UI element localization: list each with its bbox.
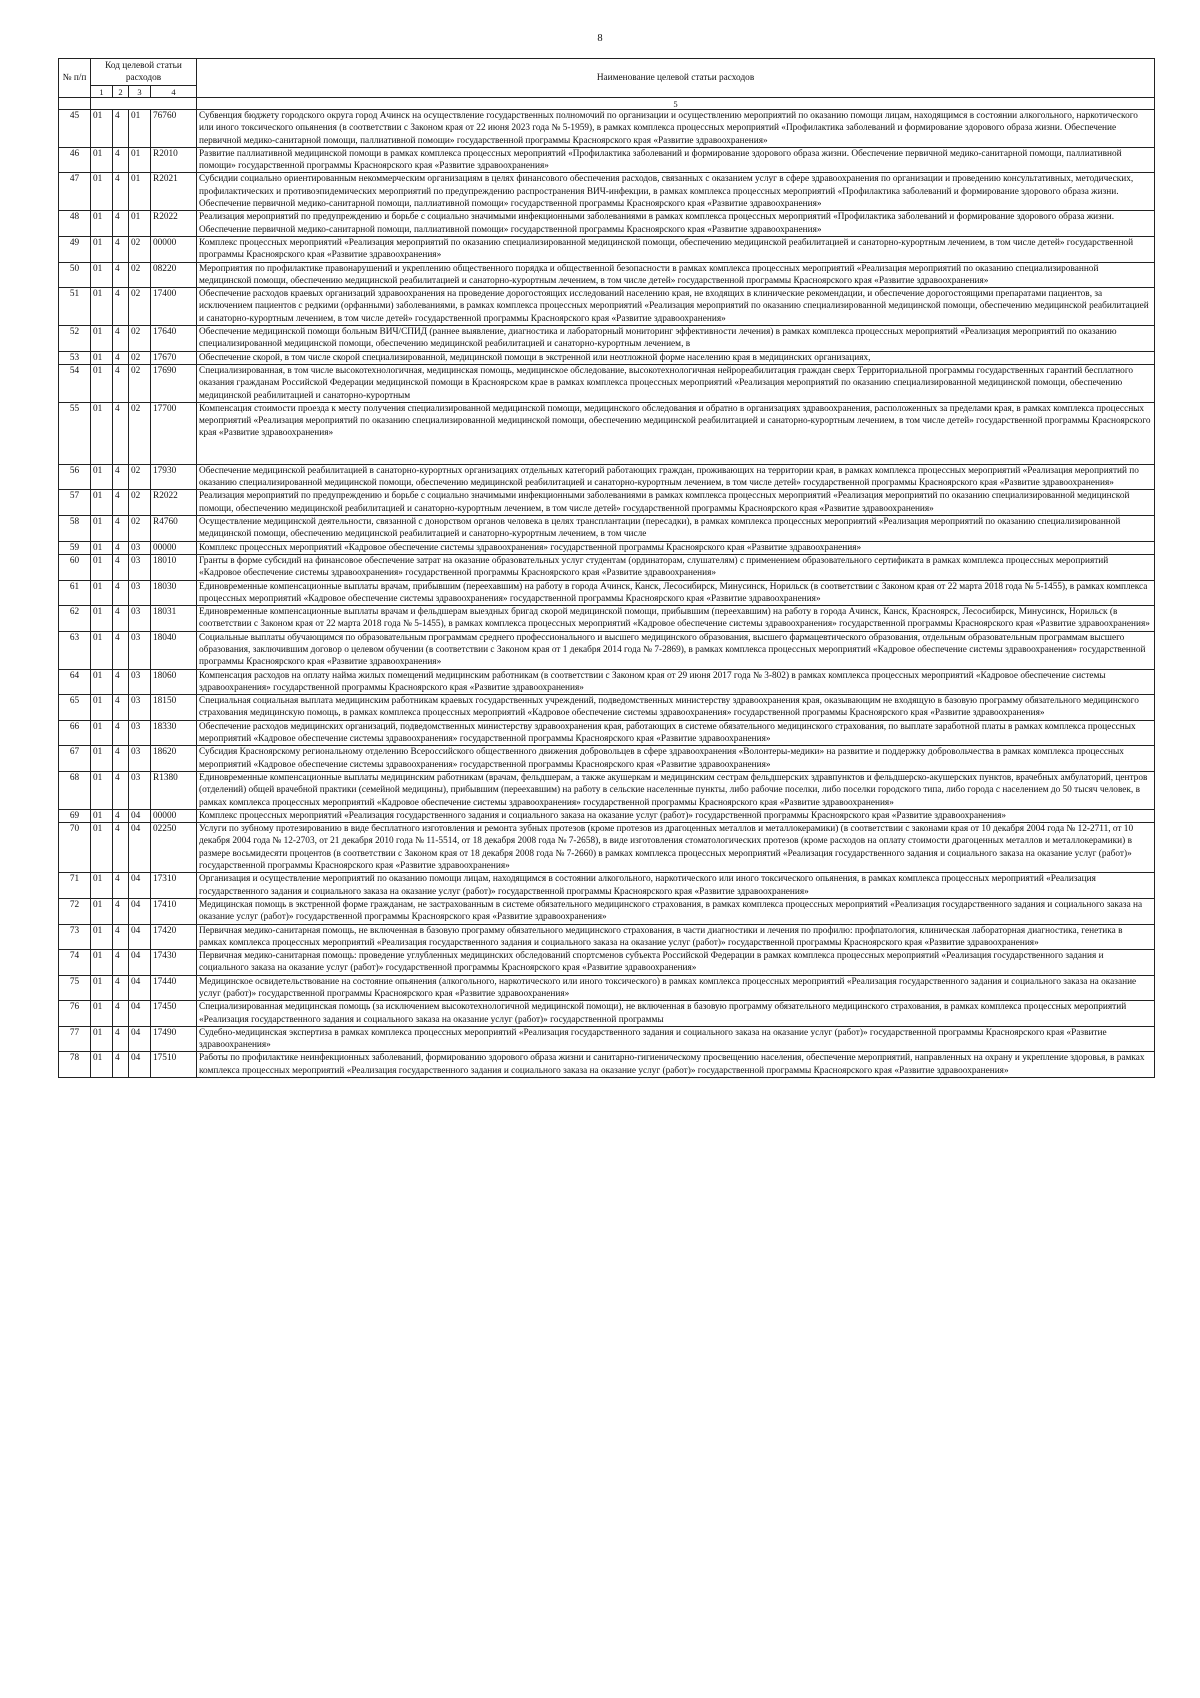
code-part-4: 17440 <box>151 975 197 1001</box>
table-row <box>59 873 1155 899</box>
code-part-4: 17420 <box>151 924 197 950</box>
code-part-4: R2022 <box>151 490 197 516</box>
code-part-1: 01 <box>91 695 113 721</box>
expense-name: Работы по профилактике неинфекционных заболеваний, формированию здорового образа жизни и санитарно-гигиеническому просвещению населения, обеспечение мероприятий, направленных на охрану и укрепление здоровья, в рамках комплекса процессных мероприятий «Реализация государственного задания и социального заказа на оказание услуг (работ)» государственной программы Красноярского края «Развитие здравоохранения» <box>197 1052 1155 1078</box>
code-part-3: 04 <box>129 1052 151 1078</box>
code-part-3: 03 <box>129 631 151 669</box>
row-number: 50 <box>59 262 91 288</box>
code-part-4: 76760 <box>151 110 197 148</box>
code-part-4: 08220 <box>151 262 197 288</box>
row-number: 68 <box>59 771 91 809</box>
code-part-1: 01 <box>91 924 113 950</box>
expense-name: Организация и осуществление мероприятий по оказанию помощи лицам, находящимся в состоянии алкогольного, наркотического или иного токсического опьянения, в рамках комплекса процессных мероприятий «Реализация государственного задания и социального заказа на оказание услуг (работ)» государственной программы Красноярского края «Развитие здравоохранения» <box>197 873 1155 899</box>
code-part-3: 02 <box>129 326 151 352</box>
code-part-2: 4 <box>113 823 129 873</box>
code-part-4: 17700 <box>151 402 197 464</box>
expense-name: Обеспечение расходов медицинских организаций, подведомственных министерству здравоохранения края, работающих в системе обязательного медицинского страхования, по выплате заработной платы в рамках комплекса процессных мероприятий «Кадровое обеспечение системы здравоохранения» государственной программы Красноярского края «Развитие здравоохранения» <box>197 720 1155 746</box>
code-part-3: 02 <box>129 464 151 490</box>
row-number: 47 <box>59 173 91 211</box>
code-part-1: 01 <box>91 809 113 822</box>
code-part-3: 04 <box>129 975 151 1001</box>
table-row <box>59 1026 1155 1052</box>
row-number: 59 <box>59 541 91 554</box>
code-part-1: 01 <box>91 720 113 746</box>
expense-name: Комплекс процессных мероприятий «Реализация мероприятий по оказанию специализированной медицинской помощи, обеспечению медицинской реабилитацией и санаторно-курортным лечением, в том числе детей» государственной программы Красноярского края «Развитие здравоохранения» <box>197 236 1155 262</box>
code-part-2: 4 <box>113 1052 129 1078</box>
expense-name: Единовременные компенсационные выплаты медицинским работникам (врачам, фельдшерам, а также акушеркам и медицинским сестрам фельдшерских здравпунктов и фельдшерско-акушерских пунктов, врачебных амбулаторий, центров (отделений) общей врачебной практики (семейной медицины), прибывшим (переехавшим) на работу в сельские населенные пункты, либо рабочие поселки, либо поселки городского типа, либо города с населением до 50 тысяч человек, в рамках комплекса процессных мероприятий «Кадровое обеспечение системы здравоохранения» государственной программы Красноярского края «Развитие здравоохранения» <box>197 771 1155 809</box>
code-part-3: 01 <box>129 211 151 237</box>
code-part-1: 01 <box>91 402 113 464</box>
code-part-3: 03 <box>129 606 151 632</box>
expense-name: Единовременные компенсационные выплаты врачам и фельдшерам выездных бригад скорой медицинской помощи, прибывшим (переехавшим) на работу в города Ачинск, Канск, Красноярск, Лесосибирск, Минусинск, Норильск (в соответствии с Законом края от 22 марта 2018 года № 5-1455), в рамках комплекса процессных мероприятий «Кадровое обеспечение системы здравоохранения» государственной программы Красноярского края «Развитие здравоохранения» <box>197 606 1155 632</box>
code-part-4: R2010 <box>151 147 197 173</box>
code-part-2: 4 <box>113 110 129 148</box>
table-row <box>59 606 1155 632</box>
code-part-4: 18060 <box>151 669 197 695</box>
table-row <box>59 669 1155 695</box>
table-row <box>59 975 1155 1001</box>
expense-name: Обеспечение медицинской реабилитацией в санаторно-курортных организациях отдельных категорий работающих граждан, проживающих на территории края, в рамках комплекса процессных мероприятий «Реализация мероприятий по оказанию специализированной медицинской помощи, обеспечению медицинской реабилитацией и санаторно-курортным лечением, в том числе детей» государственной программы Красноярского края «Развитие здравоохранения» <box>197 464 1155 490</box>
row-number: 63 <box>59 631 91 669</box>
code-part-3: 02 <box>129 262 151 288</box>
row-number: 51 <box>59 288 91 326</box>
code-part-1: 01 <box>91 110 113 148</box>
code-part-4: R1380 <box>151 771 197 809</box>
code-part-3: 03 <box>129 554 151 580</box>
code-part-2: 4 <box>113 211 129 237</box>
code-part-4: 18620 <box>151 746 197 772</box>
code-part-4: 18040 <box>151 631 197 669</box>
row-number: 48 <box>59 211 91 237</box>
code-part-3: 03 <box>129 669 151 695</box>
code-part-3: 01 <box>129 110 151 148</box>
header-col-number: 5 <box>197 98 1155 110</box>
header-col-number: 2 <box>113 86 129 98</box>
table-row <box>59 110 1155 148</box>
expense-name: Услуги по зубному протезированию в виде бесплатного изготовления и ремонта зубных протезов (кроме протезов из драгоценных металлов и металлокерамики) (в соответствии с законами края от 10 декабря 2004 года № 12-2711, от 10 декабря 2004 года № 12-2703, от 21 декабря 2010 года № 11-5514, от 18 декабря 2008 года № 7-2658), в виде изготовления стоматологических протезов (кроме расходов на оплату стоимости драгоценных металлов и металлокерамики) в размере восьмидесяти процентов (в соответствии с Законом края от 18 декабря 2008 года № 7-2660) в рамках комплекса процессных мероприятий «Реализация государственного задания и социального заказа на оказание услуг (работ)» государственной программы Красноярского края «Развитие здравоохранения» <box>197 823 1155 873</box>
code-part-3: 03 <box>129 720 151 746</box>
code-part-1: 01 <box>91 1001 113 1027</box>
code-part-3: 01 <box>129 173 151 211</box>
table-row <box>59 898 1155 924</box>
code-part-4: 18030 <box>151 580 197 606</box>
code-part-2: 4 <box>113 541 129 554</box>
header-target-code: Код целевой статьи расходов <box>91 59 197 86</box>
code-part-3: 03 <box>129 541 151 554</box>
code-part-2: 4 <box>113 746 129 772</box>
table-row <box>59 490 1155 516</box>
code-part-2: 4 <box>113 975 129 1001</box>
code-part-2: 4 <box>113 147 129 173</box>
code-part-2: 4 <box>113 464 129 490</box>
table-row <box>59 809 1155 822</box>
expense-name: Судебно-медицинская экспертиза в рамках комплекса процессных мероприятий «Реализация государственного задания и социального заказа на оказание услуг (работ)» государственной программы Красноярского края «Развитие здравоохранения» <box>197 1026 1155 1052</box>
code-part-2: 4 <box>113 950 129 976</box>
code-part-2: 4 <box>113 326 129 352</box>
table-row <box>59 147 1155 173</box>
header-col-number-blank <box>59 98 91 110</box>
code-part-2: 4 <box>113 262 129 288</box>
row-number: 69 <box>59 809 91 822</box>
code-part-1: 01 <box>91 1052 113 1078</box>
code-part-1: 01 <box>91 950 113 976</box>
header-col-number-blank <box>91 98 197 110</box>
header-col-number: 4 <box>151 86 197 98</box>
table-row <box>59 351 1155 364</box>
table-row <box>59 464 1155 490</box>
header-col-number: 1 <box>91 86 113 98</box>
table-row <box>59 823 1155 873</box>
code-part-2: 4 <box>113 490 129 516</box>
code-part-4: 18330 <box>151 720 197 746</box>
expense-name: Компенсация расходов на оплату найма жилых помещений медицинским работникам (в соответствии с Законом края от 29 июня 2017 года № 3-802) в рамках комплекса процессных мероприятий «Кадровое обеспечение системы здравоохранения» государственной программы Красноярского края «Развитие здравоохранения» <box>197 669 1155 695</box>
table-row <box>59 695 1155 721</box>
table-row <box>59 771 1155 809</box>
code-part-1: 01 <box>91 873 113 899</box>
page-number: 8 <box>597 33 603 44</box>
row-number: 60 <box>59 554 91 580</box>
code-part-4: R2021 <box>151 173 197 211</box>
code-part-2: 4 <box>113 631 129 669</box>
table-row <box>59 516 1155 542</box>
code-part-2: 4 <box>113 924 129 950</box>
table-row <box>59 541 1155 554</box>
code-part-4: 00000 <box>151 541 197 554</box>
code-part-4: 17490 <box>151 1026 197 1052</box>
row-number: 58 <box>59 516 91 542</box>
code-part-1: 01 <box>91 211 113 237</box>
code-part-4: 17400 <box>151 288 197 326</box>
code-part-1: 01 <box>91 898 113 924</box>
table-row <box>59 288 1155 326</box>
code-part-3: 02 <box>129 288 151 326</box>
code-part-3: 02 <box>129 236 151 262</box>
expense-name: Субсидия Красноярскому региональному отделению Всероссийского общественного движения добровольцев в сфере здравоохранения «Волонтеры-медики» на развитие и поддержку добровольчества в рамках комплекса процессных мероприятий «Кадровое обеспечение системы здравоохранения» государственной программы Красноярского края «Развитие здравоохранения» <box>197 746 1155 772</box>
code-part-2: 4 <box>113 606 129 632</box>
row-number: 64 <box>59 669 91 695</box>
code-part-1: 01 <box>91 975 113 1001</box>
code-part-2: 4 <box>113 288 129 326</box>
code-part-3: 04 <box>129 950 151 976</box>
expense-name: Гранты в форме субсидий на финансовое обеспечение затрат на оказание образовательных услуг студентам (ординаторам, слушателям) с применением образовательного сертификата в рамках комплекса процессных мероприятий «Кадровое обеспечение системы здравоохранения» государственной программы Красноярского края «Развитие здравоохранения» <box>197 554 1155 580</box>
expense-name: Комплекс процессных мероприятий «Кадровое обеспечение системы здравоохранения» государственной программы Красноярского края «Развитие здравоохранения» <box>197 541 1155 554</box>
expense-name: Комплекс процессных мероприятий «Реализация государственного задания и социального заказа на оказание услуг (работ)» государственной программы Красноярского края «Развитие здравоохранения» <box>197 809 1155 822</box>
table-row <box>59 326 1155 352</box>
code-part-3: 04 <box>129 898 151 924</box>
code-part-1: 01 <box>91 554 113 580</box>
table-row <box>59 1001 1155 1027</box>
expense-name: Субсидии социально ориентированным некоммерческим организациям в целях финансового обеспечения расходов, связанных с оказанием услуг в сфере здравоохранения по организации и проведению консультативных, методических, профилактических и противоэпидемических мероприятий по предупреждению распространения ВИЧ-инфекции, в рамках комплекса процессных мероприятий «Профилактика заболеваний и формирование здорового образа жизни. Обеспечение первичной медико-санитарной помощи, паллиативной помощи» государственной программы Красноярского края «Развитие здравоохранения» <box>197 173 1155 211</box>
code-part-2: 4 <box>113 1001 129 1027</box>
expense-name: Единовременные компенсационные выплаты врачам, прибывшим (переехавшим) на работу в города Ачинск, Канск, Лесосибирск, Минусинск, Норильск (в соответствии с Законом края от 22 марта 2018 года № 5-1455), в рамках комплекса процессных мероприятий «Кадровое обеспечение системы здравоохранения» государственной программы Красноярского края «Развитие здравоохранения» <box>197 580 1155 606</box>
code-part-1: 01 <box>91 516 113 542</box>
code-part-3: 03 <box>129 746 151 772</box>
table-row <box>59 746 1155 772</box>
expense-name: Обеспечение медицинской помощи больным ВИЧ/СПИД (раннее выявление, диагностика и лабораторный мониторинг эффективности лечения) в рамках комплекса процессных мероприятий «Реализация мероприятий по оказанию специализированной медицинской помощи, обеспечению медицинской реабилитацией и санаторно-курортным лечением, в <box>197 326 1155 352</box>
expense-name: Реализация мероприятий по предупреждению и борьбе с социально значимыми инфекционными заболеваниями в рамках комплекса процессных мероприятий «Реализация мероприятий по оказанию специализированной медицинской помощи, обеспечению медицинской реабилитацией и санаторно-курортным лечением, в том числе детей» государственной программы Красноярского края «Развитие здравоохранения» <box>197 490 1155 516</box>
header-target-name: Наименование целевой статьи расходов <box>197 59 1155 98</box>
row-number: 75 <box>59 975 91 1001</box>
budget-classification-table <box>58 58 1155 1078</box>
code-part-2: 4 <box>113 554 129 580</box>
row-number: 52 <box>59 326 91 352</box>
row-number: 76 <box>59 1001 91 1027</box>
header-col-number: 3 <box>129 86 151 98</box>
code-part-1: 01 <box>91 147 113 173</box>
row-number: 57 <box>59 490 91 516</box>
table-row <box>59 173 1155 211</box>
code-part-3: 04 <box>129 1001 151 1027</box>
code-part-1: 01 <box>91 771 113 809</box>
row-number: 61 <box>59 580 91 606</box>
code-part-1: 01 <box>91 631 113 669</box>
code-part-1: 01 <box>91 364 113 402</box>
code-part-4: 18031 <box>151 606 197 632</box>
code-part-2: 4 <box>113 695 129 721</box>
table-row <box>59 554 1155 580</box>
code-part-4: 00000 <box>151 236 197 262</box>
row-number: 72 <box>59 898 91 924</box>
code-part-1: 01 <box>91 1026 113 1052</box>
code-part-1: 01 <box>91 464 113 490</box>
code-part-3: 03 <box>129 771 151 809</box>
code-part-2: 4 <box>113 516 129 542</box>
code-part-4: 18010 <box>151 554 197 580</box>
code-part-3: 02 <box>129 402 151 464</box>
expense-name: Субвенция бюджету городского округа город Ачинск на осуществление государственных полномочий по организации и осуществлению мероприятий по оказанию помощи лицам, находящимся в состоянии алкогольного, наркотического или иного токсического опьянения (в соответствии с Законом края от 22 июня 2023 года № 5-1959), в рамках комплекса процессных мероприятий «Профилактика заболеваний и формирование здорового образа жизни. Обеспечение первичной медико-санитарной помощи, паллиативной помощи» государственной программы Красноярского края «Развитие здравоохранения» <box>197 110 1155 148</box>
table-body <box>59 110 1155 1078</box>
code-part-1: 01 <box>91 326 113 352</box>
code-part-1: 01 <box>91 288 113 326</box>
row-number: 62 <box>59 606 91 632</box>
table-row <box>59 631 1155 669</box>
expense-name: Реализация мероприятий по предупреждению и борьбе с социально значимыми инфекционными заболеваниями в рамках комплекса процессных мероприятий «Профилактика заболеваний и формирование здорового образа жизни. Обеспечение первичной медико-санитарной помощи, паллиативной помощи» государственной программы Красноярского края «Развитие здравоохранения» <box>197 211 1155 237</box>
code-part-2: 4 <box>113 809 129 822</box>
code-part-3: 02 <box>129 516 151 542</box>
expense-name: Осуществление медицинской деятельности, связанной с донорством органов человека в целях трансплантации (пересадки), в рамках комплекса процессных мероприятий «Реализация мероприятий по оказанию специализированной медицинской помощи, обеспечению медицинской реабилитацией и санаторно-курортным лечением, в том числе <box>197 516 1155 542</box>
expense-name: Первичная медико-санитарная помощь: проведение углубленных медицинских обследований спортсменов субъекта Российской Федерации в рамках комплекса процессных мероприятий «Реализация государственного задания и социального заказа на оказание услуг (работ)» государственной программы Красноярского края «Развитие здравоохранения» <box>197 950 1155 976</box>
code-part-1: 01 <box>91 606 113 632</box>
code-part-3: 04 <box>129 924 151 950</box>
code-part-1: 01 <box>91 236 113 262</box>
code-part-2: 4 <box>113 873 129 899</box>
row-number: 73 <box>59 924 91 950</box>
row-number: 66 <box>59 720 91 746</box>
table-row <box>59 1052 1155 1078</box>
row-number: 78 <box>59 1052 91 1078</box>
code-part-3: 04 <box>129 873 151 899</box>
table-row <box>59 924 1155 950</box>
table-row <box>59 720 1155 746</box>
code-part-3: 04 <box>129 809 151 822</box>
expense-name: Социальные выплаты обучающимся по образовательным программам среднего профессионального и высшего медицинского образования, высшего фармацевтического образования, отдельным образовательным программам высшего образования, заключившим договор о целевом обучении (в соответствии с Законом края от 1 декабря 2014 года № 7-2869), в рамках комплекса процессных мероприятий «Кадровое обеспечение системы здравоохранения» государственной программы Красноярского края «Развитие здравоохранения» <box>197 631 1155 669</box>
code-part-3: 04 <box>129 1026 151 1052</box>
table-row <box>59 262 1155 288</box>
code-part-2: 4 <box>113 720 129 746</box>
expense-name: Медицинская помощь в экстренной форме гражданам, не застрахованным в системе обязательного медицинского страхования, в рамках комплекса процессных мероприятий «Реализация государственного задания и социального заказа на оказание услуг (работ)» государственной программы Красноярского края «Развитие здравоохранения» <box>197 898 1155 924</box>
code-part-3: 01 <box>129 147 151 173</box>
code-part-2: 4 <box>113 771 129 809</box>
code-part-1: 01 <box>91 580 113 606</box>
code-part-4: 00000 <box>151 809 197 822</box>
row-number: 71 <box>59 873 91 899</box>
code-part-2: 4 <box>113 173 129 211</box>
table-row <box>59 580 1155 606</box>
row-number: 74 <box>59 950 91 976</box>
expense-name: Развитие паллиативной медицинской помощи в рамках комплекса процессных мероприятий «Профилактика заболеваний и формирование здорового образа жизни. Обеспечение первичной медико-санитарной помощи, паллиативной помощи» государственной программы Красноярского края «Развитие здравоохранения» <box>197 147 1155 173</box>
row-number: 55 <box>59 402 91 464</box>
code-part-2: 4 <box>113 580 129 606</box>
code-part-4: 17510 <box>151 1052 197 1078</box>
row-number: 45 <box>59 110 91 148</box>
code-part-4: 17310 <box>151 873 197 899</box>
table-row <box>59 402 1155 464</box>
row-number: 56 <box>59 464 91 490</box>
row-number: 67 <box>59 746 91 772</box>
code-part-3: 02 <box>129 364 151 402</box>
row-number: 49 <box>59 236 91 262</box>
code-part-1: 01 <box>91 262 113 288</box>
expense-name: Специальная социальная выплата медицинским работникам краевых государственных учреждений, подведомственных министерству здравоохранения края, оказывающим не входящую в базовую программу обязательного медицинского страхования медицинскую помощь, в рамках комплекса процессных мероприятий «Кадровое обеспечение системы здравоохранения» государственной программы Красноярского края «Развитие здравоохранения» <box>197 695 1155 721</box>
code-part-4: 17930 <box>151 464 197 490</box>
code-part-2: 4 <box>113 669 129 695</box>
code-part-1: 01 <box>91 541 113 554</box>
expense-name: Специализированная медицинская помощь (за исключением высокотехнологичной медицинской помощи), не включенная в базовую программу обязательного медицинского страхования, в рамках комплекса процессных мероприятий «Реализация государственного задания и социального заказа на оказание услуг (работ)» государственной программы <box>197 1001 1155 1027</box>
code-part-3: 04 <box>129 823 151 873</box>
expense-name: Медицинское освидетельствование на состояние опьянения (алкогольного, наркотического или иного токсического) в рамках комплекса процессных мероприятий «Реализация государственного задания и социального заказа на оказание услуг (работ)» государственной программы Красноярского края «Развитие здравоохранения» <box>197 975 1155 1001</box>
code-part-4: 17690 <box>151 364 197 402</box>
code-part-4: 17430 <box>151 950 197 976</box>
table-row <box>59 364 1155 402</box>
code-part-2: 4 <box>113 1026 129 1052</box>
code-part-4: 17410 <box>151 898 197 924</box>
table-row <box>59 211 1155 237</box>
expense-name: Мероприятия по профилактике правонарушений и укреплению общественного порядка и общественной безопасности в рамках комплекса процессных мероприятий «Реализация мероприятий по оказанию специализированной медицинской помощи, обеспечению медицинской реабилитацией и санаторно-курортным лечением, в том числе детей» государственной программы Красноярского края «Развитие здравоохранения» <box>197 262 1155 288</box>
row-number: 70 <box>59 823 91 873</box>
code-part-4: 17640 <box>151 326 197 352</box>
code-part-3: 03 <box>129 580 151 606</box>
code-part-4: R2022 <box>151 211 197 237</box>
code-part-1: 01 <box>91 490 113 516</box>
code-part-1: 01 <box>91 746 113 772</box>
code-part-3: 02 <box>129 490 151 516</box>
expense-name: Обеспечение скорой, в том числе скорой специализированной, медицинской помощи в экстренной или неотложной форме населению края в медицинских организациях, <box>197 351 1155 364</box>
code-part-2: 4 <box>113 236 129 262</box>
code-part-2: 4 <box>113 898 129 924</box>
expense-name: Специализированная, в том числе высокотехнологичная, медицинская помощь, медицинское обследование, высокотехнологичная нейрореабилитация граждан сверх Территориальной программы государственных гарантий бесплатного оказания гражданам Российской Федерации медицинской помощи в Красноярском крае в рамках комплекса процессных мероприятий «Реализация мероприятий по оказанию специализированной медицинской помощи, обеспечению медицинской реабилитацией и санаторно-курортным <box>197 364 1155 402</box>
code-part-4: 18150 <box>151 695 197 721</box>
header-row-number: № п/п <box>59 59 91 98</box>
expense-name: Компенсация стоимости проезда к месту получения специализированной медицинской помощи, медицинского обследования и обратно в организациях здравоохранения, расположенных за пределами края, в рамках комплекса процессных мероприятий «Реализация мероприятий по оказанию специализированной медицинской помощи, обеспечению медицинской реабилитацией и санаторно-курортным лечением, в том числе детей» государственной программы Красноярского края «Развитие здравоохранения» <box>197 402 1155 464</box>
code-part-1: 01 <box>91 669 113 695</box>
row-number: 53 <box>59 351 91 364</box>
row-number: 54 <box>59 364 91 402</box>
code-part-4: R4760 <box>151 516 197 542</box>
row-number: 65 <box>59 695 91 721</box>
code-part-4: 02250 <box>151 823 197 873</box>
code-part-2: 4 <box>113 402 129 464</box>
code-part-2: 4 <box>113 351 129 364</box>
row-number: 77 <box>59 1026 91 1052</box>
table-row <box>59 236 1155 262</box>
code-part-1: 01 <box>91 173 113 211</box>
expense-name: Обеспечение расходов краевых организаций здравоохранения на проведение дорогостоящих исследований населению края, не входящих в клинические рекомендации, и обеспечение дорогостоящими препаратами пациентов, за исключением пациентов с редкими (орфанными) заболеваниями, в рамках комплекса процессных мероприятий «Реализация мероприятий по оказанию специализированной медицинской помощи, обеспечению медицинской реабилитацией и санаторно-курортным лечением, в том числе детей» государственной программы Красноярского края «Развитие здравоохранения» <box>197 288 1155 326</box>
table-row <box>59 950 1155 976</box>
expense-name: Первичная медико-санитарная помощь, не включенная в базовую программу обязательного медицинского страхования, в части диагностики и лечения по профилю: профпатология, клиническая лабораторная диагностика, генетика в рамках комплекса процессных мероприятий «Реализация государственного задания и социального заказа на оказание услуг (работ)» государственной программы Красноярского края «Развитие здравоохранения» <box>197 924 1155 950</box>
code-part-2: 4 <box>113 364 129 402</box>
code-part-1: 01 <box>91 351 113 364</box>
code-part-4: 17450 <box>151 1001 197 1027</box>
code-part-3: 03 <box>129 695 151 721</box>
code-part-3: 02 <box>129 351 151 364</box>
code-part-1: 01 <box>91 823 113 873</box>
code-part-4: 17670 <box>151 351 197 364</box>
row-number: 46 <box>59 147 91 173</box>
